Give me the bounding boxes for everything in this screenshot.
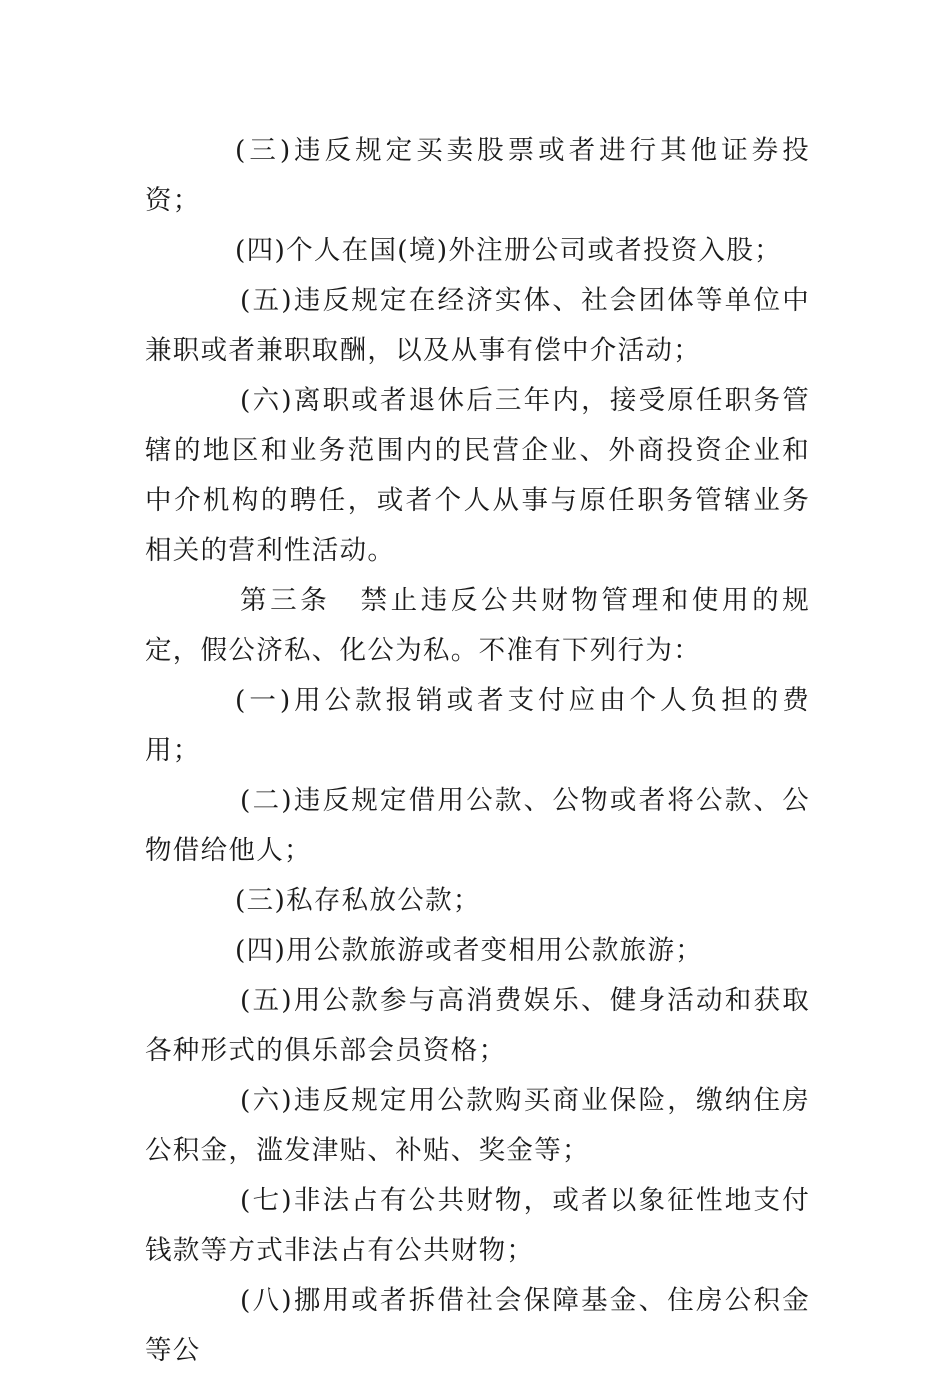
paragraph-item-5-entertainment: (五)用公款参与高消费娱乐、健身活动和获取各种形式的俱乐部会员资格； [145,985,810,1066]
paragraph-item-4-public-travel: (四)用公款旅游或者变相用公款旅游； [235,935,704,966]
document-body [145,126,810,1376]
paragraph-item-3-private-deposits: (三)私存私放公款； [235,885,481,916]
paragraph-item-6-insurance: (六)违反规定用公款购买商业保险，缴纳住房公积金，滥发津贴、补贴、奖金等； [145,1085,810,1166]
paragraph-item-5-part-time-jobs: (五)违反规定在经济实体、社会团体等单位中兼职或者兼职取酬，以及从事有偿中介活动； [145,285,810,366]
paragraph-item-7-illegal-possession: (七)非法占有公共财物，或者以象征性地支付钱款等方式非法占有公共财物； [145,1185,810,1266]
paragraph-item-6-post-retirement: (六)离职或者退休后三年内，接受原任职务管辖的地区和业务范围内的民营企业、外商投资企业和中介机构的聘任，或者个人从事与原任职务管辖业务相关的营利性活动。 [145,385,810,566]
paragraph-item-1-personal-expenses: (一)用公款报销或者支付应由个人负担的费用； [145,685,810,766]
paragraph-item-4-overseas-company: (四)个人在国(境)外注册公司或者投资入股； [235,235,782,266]
paragraph-item-2-lending-funds: (二)违反规定借用公款、公物或者将公款、公物借给他人； [145,785,810,866]
paragraph-article-3: 第三条 禁止违反公共财物管理和使用的规定，假公济私、化公为私。不准有下列行为： [145,585,810,666]
paragraph-item-8-misappropriation: (八)挪用或者拆借社会保障基金、住房公积金等公 [145,1285,810,1366]
paragraph-item-3-securities: (三)违反规定买卖股票或者进行其他证券投资； [145,135,810,216]
